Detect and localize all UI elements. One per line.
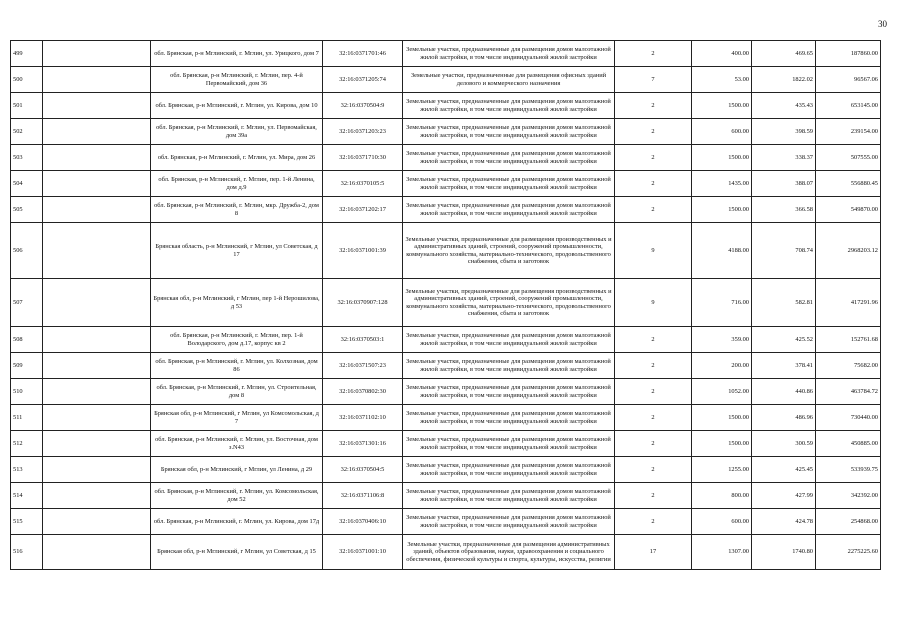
- row-spacer: [43, 171, 151, 197]
- row-cadastral-number: 32:16:0370907:128: [323, 279, 403, 327]
- row-specific-value: 427.99: [752, 483, 816, 509]
- row-cadastral-number: 32:16:0371701:46: [323, 41, 403, 67]
- row-spacer: [43, 431, 151, 457]
- row-use-group-code: 2: [615, 41, 692, 67]
- row-spacer: [43, 327, 151, 353]
- row-cadastral-value: 463784.72: [816, 379, 881, 405]
- row-spacer: [43, 197, 151, 223]
- row-cadastral-value: 187860.00: [816, 41, 881, 67]
- row-specific-value: 708.74: [752, 223, 816, 279]
- row-cadastral-number: 32:16:0370503:1: [323, 327, 403, 353]
- row-number: 502: [11, 119, 43, 145]
- row-use-group-code: 2: [615, 145, 692, 171]
- row-address: Брянская обл, р-н Мглинский, г Мглин, пер 1-й Нерошилова, д 53: [151, 279, 323, 327]
- row-cadastral-number: 32:16:0371102:10: [323, 405, 403, 431]
- row-spacer: [43, 67, 151, 93]
- row-cadastral-number: 32:16:0371001:10: [323, 535, 403, 570]
- row-address: обл. Брянская, р-н Мглинский, г. Мглин, ул. Урицкого, дом 7: [151, 41, 323, 67]
- row-cadastral-number: 32:16:0371301:16: [323, 431, 403, 457]
- row-cadastral-value: 417291.96: [816, 279, 881, 327]
- row-specific-value: 486.96: [752, 405, 816, 431]
- row-cadastral-number: 32:16:0370802:30: [323, 379, 403, 405]
- row-address: обл. Брянская, р-н Мглинский, г. Мглин, ул. Первомайская, дом 39а: [151, 119, 323, 145]
- row-specific-value: 338.37: [752, 145, 816, 171]
- row-spacer: [43, 279, 151, 327]
- row-number: 514: [11, 483, 43, 509]
- row-number: 499: [11, 41, 43, 67]
- row-number: 500: [11, 67, 43, 93]
- row-spacer: [43, 535, 151, 570]
- row-number: 507: [11, 279, 43, 327]
- row-use-group-code: 2: [615, 431, 692, 457]
- row-cadastral-value: 653145.00: [816, 93, 881, 119]
- row-spacer: [43, 483, 151, 509]
- row-cadastral-number: 32:16:0371203:23: [323, 119, 403, 145]
- table-row: [11, 41, 881, 67]
- row-address: обл. Брянская, р-н Мглинский, г. Мглин, ул. Мира, дом 26: [151, 145, 323, 171]
- table-row: [11, 223, 881, 279]
- row-address: обл. Брянская, р-н Мглинский, г. Мглин, пер. 1-й Ленина, дом д.9: [151, 171, 323, 197]
- table-row: [11, 353, 881, 379]
- row-specific-value: 378.41: [752, 353, 816, 379]
- row-area: 1500.00: [692, 197, 752, 223]
- row-use-group-code: 2: [615, 353, 692, 379]
- row-cadastral-value: 450885.00: [816, 431, 881, 457]
- row-use-group-code: 2: [615, 93, 692, 119]
- row-area: 1435.00: [692, 171, 752, 197]
- table-row: [11, 379, 881, 405]
- table-row: [11, 405, 881, 431]
- row-specific-value: 425.45: [752, 457, 816, 483]
- row-number: 511: [11, 405, 43, 431]
- row-spacer: [43, 379, 151, 405]
- row-area: 1500.00: [692, 93, 752, 119]
- row-land-use-purpose: Земельные участки, предназначенные для размещения домов малоэтажной жилой застройки, в том числе индивидуальной жилой застройки: [403, 93, 615, 119]
- row-cadastral-number: 32:16:0370504:9: [323, 93, 403, 119]
- row-number: 509: [11, 353, 43, 379]
- row-address: обл. Брянская, р-н Мглинский, г. Мглин, ул. Строительная, дом 8: [151, 379, 323, 405]
- row-use-group-code: 7: [615, 67, 692, 93]
- row-use-group-code: 2: [615, 327, 692, 353]
- row-number: 516: [11, 535, 43, 570]
- row-cadastral-value: 342392.00: [816, 483, 881, 509]
- row-number: 505: [11, 197, 43, 223]
- row-spacer: [43, 405, 151, 431]
- row-cadastral-value: 152761.68: [816, 327, 881, 353]
- row-specific-value: 366.58: [752, 197, 816, 223]
- row-address: Брянская обл, р-н Мглинский, г Мглин, ул Советская, д 15: [151, 535, 323, 570]
- row-cadastral-value: 549870.00: [816, 197, 881, 223]
- row-number: 510: [11, 379, 43, 405]
- row-cadastral-value: 2968203.12: [816, 223, 881, 279]
- row-use-group-code: 9: [615, 279, 692, 327]
- row-land-use-purpose: Земельные участки, предназначенные для размещения административных зданий, объектов образования, науки, здравоохранения и социального обеспечения, физической культуры и спорта, культуры, искусства, религии: [403, 535, 615, 570]
- row-area: 1500.00: [692, 405, 752, 431]
- table-row: [11, 483, 881, 509]
- row-land-use-purpose: Земельные участки, предназначенные для размещения домов малоэтажной жилой застройки, в том числе индивидуальной жилой застройки: [403, 119, 615, 145]
- row-land-use-purpose: Земельные участки, предназначенные для размещения домов малоэтажной жилой застройки, в том числе индивидуальной жилой застройки: [403, 509, 615, 535]
- row-spacer: [43, 353, 151, 379]
- row-use-group-code: 2: [615, 457, 692, 483]
- row-area: 1307.00: [692, 535, 752, 570]
- row-specific-value: 398.59: [752, 119, 816, 145]
- row-address: Брянская обл, р-н Мглинский, г Мглин, ул Ленина, д 29: [151, 457, 323, 483]
- table-row: [11, 67, 881, 93]
- row-spacer: [43, 223, 151, 279]
- table-row: [11, 119, 881, 145]
- row-number: 506: [11, 223, 43, 279]
- row-address: Брянская область, р-н Мглинский, г Мглин, ул Советская, д 17: [151, 223, 323, 279]
- row-cadastral-number: 32:16:0371106:8: [323, 483, 403, 509]
- table-row: [11, 509, 881, 535]
- row-area: 600.00: [692, 509, 752, 535]
- row-address: обл. Брянская, р-н Мглинский, г. Мглин, пер. 1-й Володарского, дом д.17, корпус кв 2: [151, 327, 323, 353]
- row-land-use-purpose: Земельные участки, предназначенные для размещения домов малоэтажной жилой застройки, в том числе индивидуальной жилой застройки: [403, 41, 615, 67]
- row-land-use-purpose: Земельные участки, предназначенные для размещения домов малоэтажной жилой застройки, в том числе индивидуальной жилой застройки: [403, 353, 615, 379]
- row-land-use-purpose: Земельные участки, предназначенные для размещения офисных зданий делового и коммерческого назначения: [403, 67, 615, 93]
- table-row: [11, 431, 881, 457]
- row-number: 504: [11, 171, 43, 197]
- row-number: 515: [11, 509, 43, 535]
- row-address: обл. Брянская, р-н Мглинский, г. Мглин, мкр. Дружба-2, дом 8: [151, 197, 323, 223]
- row-area: 4188.00: [692, 223, 752, 279]
- row-land-use-purpose: Земельные участки, предназначенные для размещения домов малоэтажной жилой застройки, в том числе индивидуальной жилой застройки: [403, 457, 615, 483]
- row-land-use-purpose: Земельные участки, предназначенные для размещения домов малоэтажной жилой застройки, в том числе индивидуальной жилой застройки: [403, 145, 615, 171]
- row-number: 508: [11, 327, 43, 353]
- row-area: 600.00: [692, 119, 752, 145]
- row-address: обл. Брянская, р-н Мглинский, г. Мглин, ул. Восточная, дом з.N43: [151, 431, 323, 457]
- row-land-use-purpose: Земельные участки, предназначенные для размещения производственных и административных зданий, строений, сооружений промышленности, коммунального хозяйства, материально-технического, продовольственного снабжения, сбыта и заготовок: [403, 223, 615, 279]
- row-area: 1052.00: [692, 379, 752, 405]
- row-use-group-code: 2: [615, 405, 692, 431]
- row-cadastral-value: 2275225.60: [816, 535, 881, 570]
- row-area: 1500.00: [692, 431, 752, 457]
- row-spacer: [43, 119, 151, 145]
- row-use-group-code: 2: [615, 483, 692, 509]
- row-land-use-purpose: Земельные участки, предназначенные для размещения домов малоэтажной жилой застройки, в том числе индивидуальной жилой застройки: [403, 405, 615, 431]
- row-cadastral-value: 556880.45: [816, 171, 881, 197]
- row-use-group-code: 2: [615, 119, 692, 145]
- row-address: обл. Брянская, р-н Мглинский, г. Мглин, ул. Колхозная, дом 86: [151, 353, 323, 379]
- row-specific-value: 435.43: [752, 93, 816, 119]
- table-row: [11, 457, 881, 483]
- table-row: [11, 197, 881, 223]
- row-spacer: [43, 41, 151, 67]
- row-specific-value: 440.86: [752, 379, 816, 405]
- row-cadastral-number: 32:16:0371205:74: [323, 67, 403, 93]
- row-land-use-purpose: Земельные участки, предназначенные для размещения домов малоэтажной жилой застройки, в том числе индивидуальной жилой застройки: [403, 483, 615, 509]
- row-area: 1500.00: [692, 145, 752, 171]
- row-area: 716.00: [692, 279, 752, 327]
- row-address: обл. Брянская, р-н Мглинский, г. Мглин, ул. Кирова, дом 17д: [151, 509, 323, 535]
- row-number: 513: [11, 457, 43, 483]
- row-land-use-purpose: Земельные участки, предназначенные для размещения домов малоэтажной жилой застройки, в том числе индивидуальной жилой застройки: [403, 197, 615, 223]
- row-use-group-code: 2: [615, 197, 692, 223]
- row-address: Брянская обл, р-н Мглинский, г Мглин, ул Комсомольская, д 7: [151, 405, 323, 431]
- row-land-use-purpose: Земельные участки, предназначенные для размещения домов малоэтажной жилой застройки, в том числе индивидуальной жилой застройки: [403, 431, 615, 457]
- row-land-use-purpose: Земельные участки, предназначенные для размещения домов малоэтажной жилой застройки, в том числе индивидуальной жилой застройки: [403, 327, 615, 353]
- row-specific-value: 582.81: [752, 279, 816, 327]
- row-cadastral-number: 32:16:0371710:30: [323, 145, 403, 171]
- row-use-group-code: 2: [615, 379, 692, 405]
- row-spacer: [43, 457, 151, 483]
- row-number: 503: [11, 145, 43, 171]
- table-row: [11, 327, 881, 353]
- row-specific-value: 1740.80: [752, 535, 816, 570]
- row-cadastral-number: 32:16:0370504:5: [323, 457, 403, 483]
- row-use-group-code: 17: [615, 535, 692, 570]
- row-use-group-code: 9: [615, 223, 692, 279]
- row-spacer: [43, 509, 151, 535]
- row-specific-value: 1822.02: [752, 67, 816, 93]
- table-row: [11, 145, 881, 171]
- row-cadastral-value: 239154.00: [816, 119, 881, 145]
- row-cadastral-value: 730440.00: [816, 405, 881, 431]
- row-cadastral-value: 533939.75: [816, 457, 881, 483]
- page-number: 30: [878, 19, 887, 29]
- row-use-group-code: 2: [615, 171, 692, 197]
- row-number: 512: [11, 431, 43, 457]
- row-address: обл. Брянская, р-н Мглинский, г. Мглин, ул. Кирова, дом 10: [151, 93, 323, 119]
- row-spacer: [43, 93, 151, 119]
- table-row: [11, 171, 881, 197]
- row-area: 1255.00: [692, 457, 752, 483]
- row-cadastral-value: 254868.00: [816, 509, 881, 535]
- row-area: 400.00: [692, 41, 752, 67]
- table-row: [11, 93, 881, 119]
- row-specific-value: 424.78: [752, 509, 816, 535]
- row-area: 800.00: [692, 483, 752, 509]
- row-address: обл. Брянская, р-н Мглинский, г. Мглин, ул. Комсомольская, дом 52: [151, 483, 323, 509]
- row-cadastral-number: 32:16:0370105:5: [323, 171, 403, 197]
- table-row: [11, 279, 881, 327]
- row-use-group-code: 2: [615, 509, 692, 535]
- row-area: 53.00: [692, 67, 752, 93]
- row-cadastral-number: 32:16:0371001:39: [323, 223, 403, 279]
- table-row: [11, 535, 881, 570]
- row-land-use-purpose: Земельные участки, предназначенные для размещения домов малоэтажной жилой застройки, в том числе индивидуальной жилой застройки: [403, 171, 615, 197]
- row-land-use-purpose: Земельные участки, предназначенные для размещения домов малоэтажной жилой застройки, в том числе индивидуальной жилой застройки: [403, 379, 615, 405]
- row-area: 200.00: [692, 353, 752, 379]
- row-cadastral-value: 75682.00: [816, 353, 881, 379]
- land-registry-table: [10, 40, 881, 570]
- row-land-use-purpose: Земельные участки, предназначенные для размещения производственных и административных зданий, строений, сооружений промышленности, коммунального хозяйства, материально-технического, продовольственного снабжения, сбыта и заготовок: [403, 279, 615, 327]
- row-cadastral-value: 96567.06: [816, 67, 881, 93]
- row-cadastral-number: 32:16:0371202:17: [323, 197, 403, 223]
- row-cadastral-number: 32:16:0371507:23: [323, 353, 403, 379]
- row-specific-value: 300.59: [752, 431, 816, 457]
- row-specific-value: 425.52: [752, 327, 816, 353]
- row-spacer: [43, 145, 151, 171]
- row-specific-value: 388.07: [752, 171, 816, 197]
- row-area: 359.00: [692, 327, 752, 353]
- row-address: обл. Брянская, р-н Мглинский, г. Мглин, пер. 4-й Первомайский, дом 36: [151, 67, 323, 93]
- row-specific-value: 469.65: [752, 41, 816, 67]
- row-cadastral-number: 32:16:0370406:10: [323, 509, 403, 535]
- row-number: 501: [11, 93, 43, 119]
- row-cadastral-value: 507555.00: [816, 145, 881, 171]
